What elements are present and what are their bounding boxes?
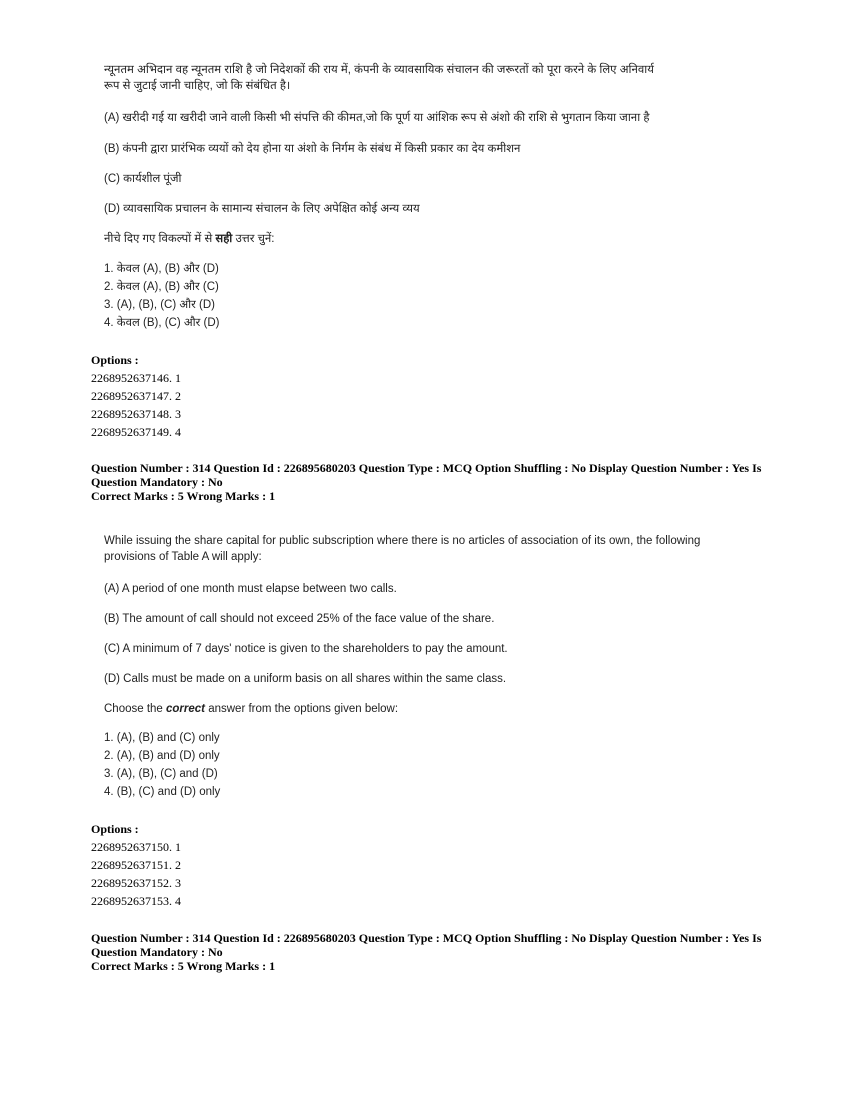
question-stem-line: न्यूनतम अभिदान वह न्यूनतम राशि है जो निदेशकों की राय में, कंपनी के व्यावसायिक संचालन की जरूरतों को पूरा करने के लिए अनिवार्य: [104, 64, 654, 76]
statement-a: (A) खरीदी गई या खरीदी जाने वाली किसी भी संपत्ति की कीमत,जो कि पूर्ण या आंशिक रूप से अंशो की राशि से भुगतान किया जाना है: [104, 112, 650, 124]
marks-line: Correct Marks : 5 Wrong Marks : 1: [91, 959, 276, 973]
option-id: 2268952637148. 3: [91, 407, 181, 421]
instruction-text: Choose the: [104, 703, 167, 715]
statement-c: (C) कार्यशील पूंजी: [104, 173, 182, 185]
question-meta: [91, 931, 771, 973]
answer-choice-4: 4. (B), (C) and (D) only: [104, 786, 221, 798]
option-id: 2268952637146. 1: [91, 371, 181, 385]
instruction: [104, 701, 744, 717]
answer-choice-1: 1. केवल (A), (B) और (D): [104, 263, 219, 275]
option-id: 2268952637150. 1: [91, 840, 181, 854]
marks-line: Correct Marks : 5 Wrong Marks : 1: [91, 489, 276, 503]
answer-choice-4: 4. केवल (B), (C) और (D): [104, 317, 220, 329]
question-meta-line: Question Number : 314 Question Id : 226895680203 Question Type : MCQ Option Shuffling : No Display Question Number : Yes Is: [91, 931, 762, 945]
instruction-emphasis: सही: [215, 233, 233, 245]
question-stem: [104, 62, 744, 94]
question-stem-line: रूप से जुटाई जानी चाहिए, जो कि संबंधित है।: [104, 80, 291, 92]
statement-b: (B) The amount of call should not exceed 25% of the face value of the share.: [104, 613, 495, 625]
statement-d: (D) Calls must be made on a uniform basis on all shares within the same class.: [104, 673, 507, 685]
instruction-text: नीचे दिए गए विकल्पों में से: [104, 233, 216, 245]
statement-b: (B) कंपनी द्वारा प्रारंभिक व्ययों को देय होना या अंशो के निर्गम के संबंध में किसी प्रकार का देय कमीशन: [104, 143, 521, 155]
instruction-text: उत्तर चुनें:: [232, 233, 275, 245]
instruction-emphasis: correct: [166, 703, 206, 715]
option-id: 2268952637152. 3: [91, 876, 181, 890]
question-stem: [104, 533, 744, 565]
statement-d: (D) व्यावसायिक प्रचालन के सामान्य संचालन के लिए अपेक्षित कोई अन्य व्यय: [104, 203, 420, 215]
options-block: [91, 820, 391, 910]
answer-choice-3: 3. (A), (B), (C) and (D): [104, 768, 218, 780]
answer-choice-2: 2. केवल (A), (B) और (C): [104, 281, 219, 293]
question-meta-line: Question Mandatory : No: [91, 945, 223, 959]
statement-c: (C) A minimum of 7 days' notice is given to the shareholders to pay the amount.: [104, 643, 508, 655]
option-id: 2268952637149. 4: [91, 425, 181, 439]
question-meta-line: Question Mandatory : No: [91, 475, 223, 489]
options-title: Options :: [91, 822, 139, 836]
option-id: 2268952637151. 2: [91, 858, 181, 872]
instruction: [104, 231, 744, 247]
answer-choice-1: 1. (A), (B) and (C) only: [104, 732, 220, 744]
instruction-text: answer from the options given below:: [205, 703, 399, 715]
question-stem-line: provisions of Table A will apply:: [104, 551, 262, 563]
options-title: Options :: [91, 353, 139, 367]
answer-choice-3: 3. (A), (B), (C) और (D): [104, 299, 216, 311]
option-id: 2268952637147. 2: [91, 389, 181, 403]
question-meta-line: Question Number : 314 Question Id : 226895680203 Question Type : MCQ Option Shuffling : No Display Question Number : Yes Is: [91, 461, 762, 475]
question-meta: [91, 461, 771, 503]
options-block: [91, 351, 391, 441]
statement-a: (A) A period of one month must elapse between two calls.: [104, 583, 397, 595]
question-stem-line: While issuing the share capital for public subscription where there is no articles of association of its own, the following: [104, 535, 701, 547]
answer-choice-2: 2. (A), (B) and (D) only: [104, 750, 220, 762]
option-id: 2268952637153. 4: [91, 894, 181, 908]
